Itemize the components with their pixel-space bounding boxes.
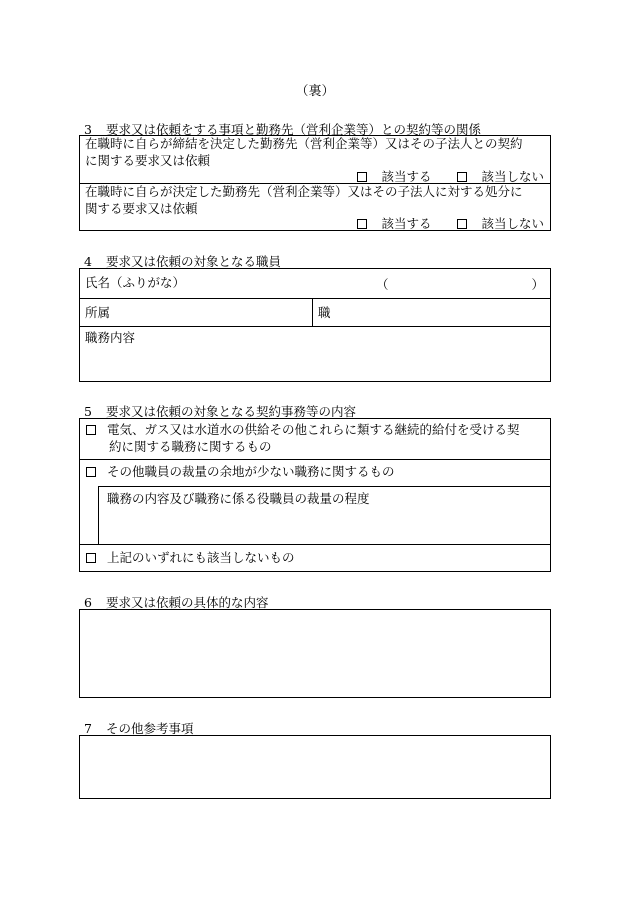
row1-yes-label: 該当する [381, 169, 432, 184]
section-4-number: 4 [84, 254, 92, 269]
checkbox-icon[interactable] [86, 425, 96, 435]
option-2-row [80, 459, 550, 544]
section-3-number: 3 [84, 122, 92, 137]
row2-no-option[interactable] [457, 214, 544, 232]
section-7-title: その他参考事項 [106, 721, 194, 736]
option-2-detail-box[interactable] [98, 486, 551, 545]
affiliation-cell[interactable] [80, 299, 313, 326]
section-3-row2-text [85, 184, 545, 217]
option-1-text [107, 421, 545, 455]
duties-label: 職務内容 [85, 330, 136, 345]
section-3-row-disposition [80, 183, 550, 230]
option-3-row[interactable] [80, 544, 550, 571]
name-label: 氏名（ふりがな） [85, 275, 186, 290]
section-6-number: 6 [84, 595, 92, 610]
section-3-row2-options [357, 214, 544, 232]
affiliation-label: 所属 [85, 305, 111, 320]
section-3-row1-line2: に関する要求又は依頼 [85, 152, 211, 168]
checkbox-icon[interactable] [357, 219, 367, 229]
option-1-line1: 電気、ガス又は水道水の供給その他これらに類する継続的給付を受ける契 [107, 422, 520, 437]
section-7-content-box[interactable] [79, 735, 551, 799]
section-5-number: 5 [84, 404, 92, 419]
page-title: （裏） [295, 84, 335, 99]
affiliation-row [80, 298, 550, 326]
section-5-table [79, 418, 551, 572]
furigana-paren-open: （ [376, 277, 389, 292]
duties-row[interactable] [80, 326, 550, 381]
section-3-row2-line2: 関する要求又は依頼 [85, 200, 198, 216]
section-5-title: 要求又は依頼の対象となる契約事務等の内容 [106, 404, 357, 419]
position-label: 職 [318, 305, 331, 320]
row2-yes-option[interactable] [357, 214, 431, 232]
section-4-table [79, 268, 551, 382]
section-7-number: 7 [84, 721, 92, 736]
position-cell[interactable] [313, 299, 550, 326]
option-1-line2: 約に関する職務に関するもの [109, 439, 272, 454]
row1-no-label: 該当しない [481, 169, 544, 184]
section-3-row1-line1: 在職時に自らが締結を決定した勤務先（営利企業等）又はその子法人との契約 [85, 136, 523, 151]
checkbox-icon[interactable] [86, 467, 96, 477]
section-6-content-box[interactable] [79, 609, 551, 698]
furigana-paren-close: ） [531, 277, 544, 292]
section-3-table [79, 135, 551, 231]
option-3-text: 上記のいずれにも該当しないもの [107, 550, 295, 565]
row2-yes-label: 該当する [381, 216, 432, 231]
section-3-row2-line1: 在職時に自らが決定した勤務先（営利企業等）又はその子法人に対する処分に [85, 184, 523, 199]
checkbox-icon[interactable] [457, 219, 467, 229]
name-row[interactable] [80, 269, 550, 298]
checkbox-icon[interactable] [457, 172, 467, 182]
section-3-row-contract [80, 136, 550, 183]
section-4-title: 要求又は依頼の対象となる職員 [106, 254, 282, 269]
option-2-detail-label: 職務の内容及び職務に係る役職員の裁量の程度 [107, 491, 370, 506]
option-1-row[interactable] [80, 419, 550, 459]
checkbox-icon[interactable] [86, 553, 96, 563]
section-6-title: 要求又は依頼の具体的な内容 [106, 595, 269, 610]
section-3-title: 要求又は依頼をする事項と勤務先（営利企業等）との契約等の関係 [106, 122, 482, 137]
option-2-text: その他職員の裁量の余地が少ない職務に関するもの [107, 464, 395, 479]
row2-no-label: 該当しない [481, 216, 544, 231]
section-3-row1-text [85, 136, 545, 169]
checkbox-icon[interactable] [357, 172, 367, 182]
